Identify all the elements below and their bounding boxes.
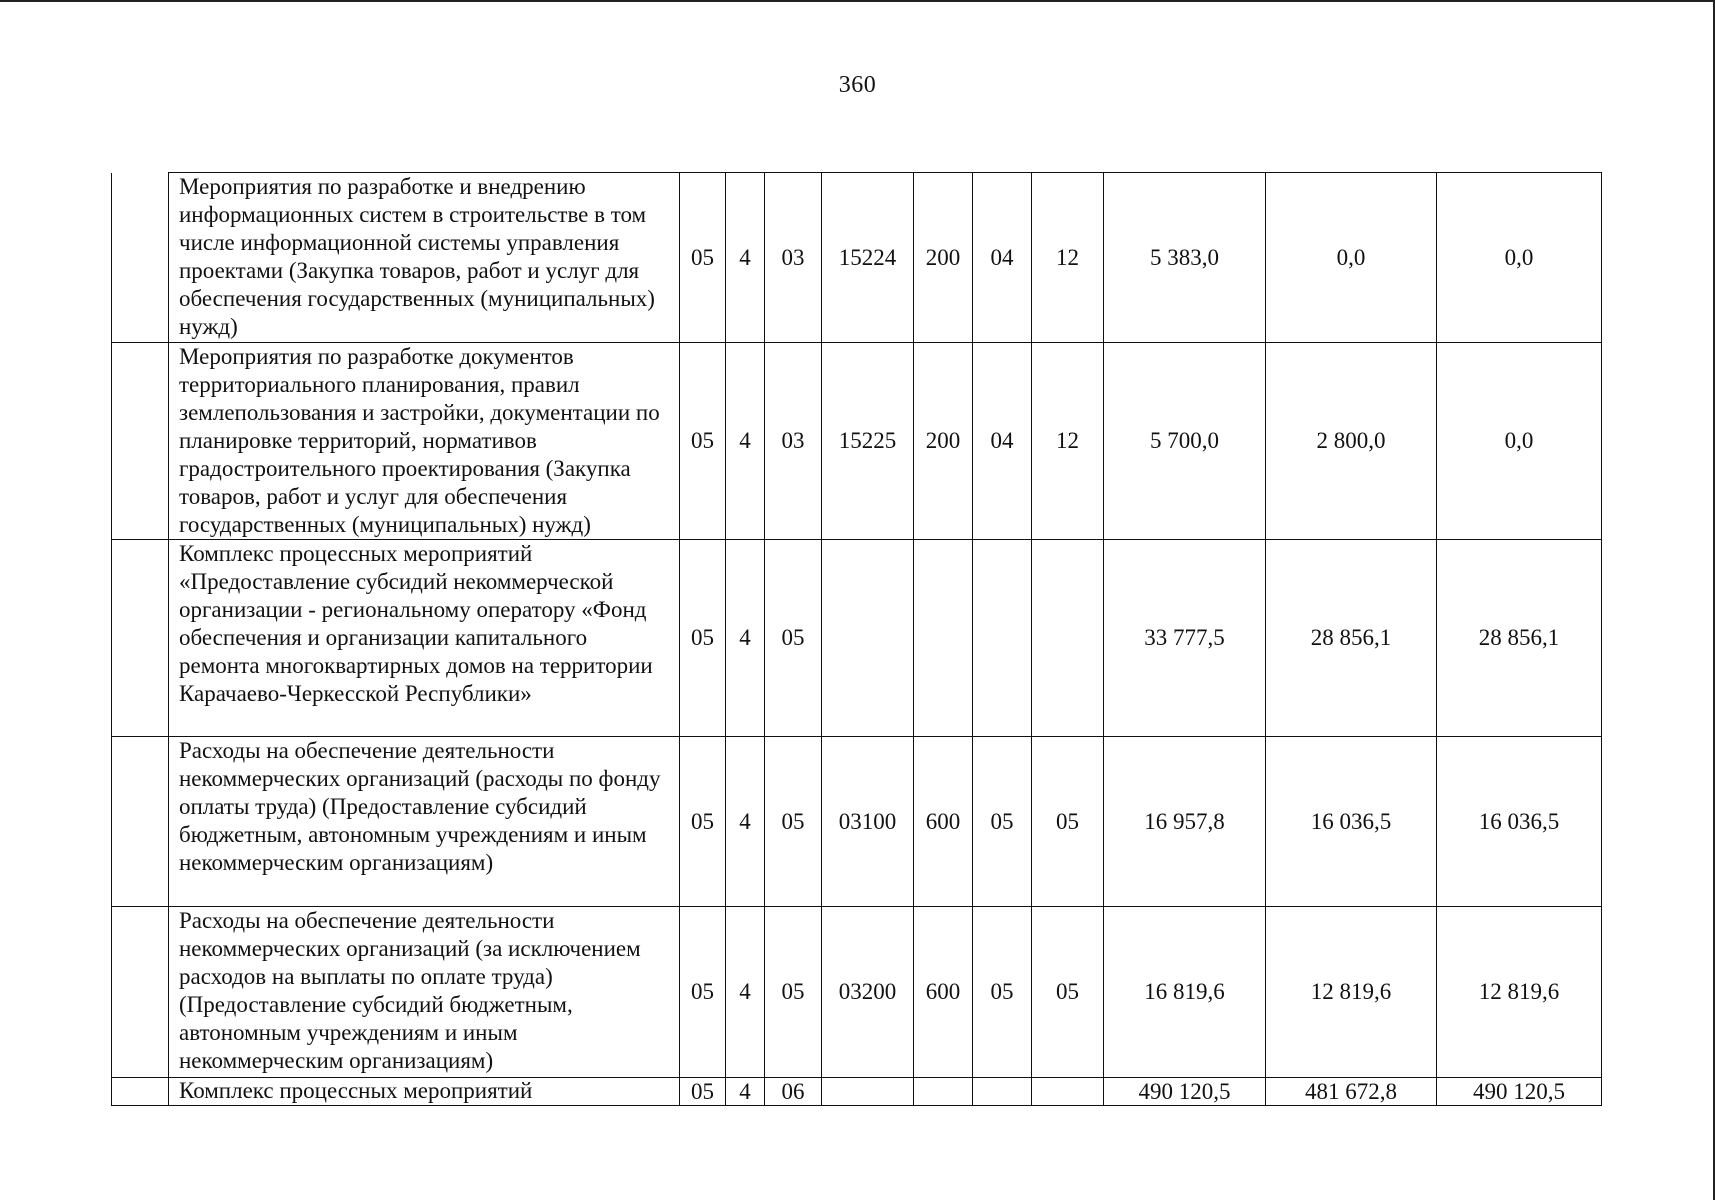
amount-year-2: 2 800,0: [1266, 343, 1437, 540]
code-subdivision: 12: [1032, 173, 1104, 343]
row-index-cell: [112, 540, 169, 737]
row-description: Комплекс процессных мероприятий: [169, 1078, 680, 1106]
table-row: [112, 737, 1602, 907]
code-expense-type: 200: [914, 343, 973, 540]
scan-top-edge: [0, 0, 1715, 2]
amount-year-1: 16 819,6: [1104, 907, 1266, 1078]
row-index-cell: [112, 1078, 169, 1106]
amount-year-3: 16 036,5: [1437, 737, 1602, 907]
amount-year-3: 490 120,5: [1437, 1078, 1602, 1106]
code-subdivision: [1032, 1078, 1104, 1106]
code-division: 05: [973, 737, 1032, 907]
table-row: [112, 343, 1602, 540]
amount-year-2: 0,0: [1266, 173, 1437, 343]
code-program: 4: [726, 173, 765, 343]
amount-year-1: 490 120,5: [1104, 1078, 1266, 1106]
code-section: 05: [680, 540, 726, 737]
code-direction: [822, 540, 914, 737]
row-index-cell: [112, 343, 169, 540]
code-expense-type: 600: [914, 907, 973, 1078]
code-subprogram: 05: [765, 737, 822, 907]
amount-year-1: 33 777,5: [1104, 540, 1266, 737]
amount-year-2: 16 036,5: [1266, 737, 1437, 907]
code-subprogram: 05: [765, 540, 822, 737]
code-subprogram: 06: [765, 1078, 822, 1106]
code-section: 05: [680, 343, 726, 540]
code-division: [973, 540, 1032, 737]
row-description: Расходы на обеспечение деятельности некоммерческих организаций (за исключением расходов на выплаты по оплате труда) (Предоставление субсидий бюджетным, автономным учреждениям и иным некоммерческим организациям): [169, 907, 680, 1078]
code-section: 05: [680, 737, 726, 907]
row-description: Комплекс процессных мероприятий «Предоставление субсидий некоммерческой организации - региональному оператору «Фонд обеспечения и организации капитального ремонта многоквартирных домов на территории Карачаево-Черкесской Республики»: [169, 540, 680, 737]
amount-year-1: 5 700,0: [1104, 343, 1266, 540]
row-description: Мероприятия по разработке и внедрению информационных систем в строительстве в том числе информационной системы управления проектами (Закупка товаров, работ и услуг для обеспечения государственных (муниципальных) нужд): [169, 173, 680, 343]
code-direction: 15225: [822, 343, 914, 540]
row-description: Расходы на обеспечение деятельности некоммерческих организаций (расходы по фонду оплаты труда) (Предоставление субсидий бюджетным, автономным учреждениям и иным некоммерческим организациям): [169, 737, 680, 907]
amount-year-2: 481 672,8: [1266, 1078, 1437, 1106]
code-program: 4: [726, 1078, 765, 1106]
code-expense-type: [914, 540, 973, 737]
code-subprogram: 05: [765, 907, 822, 1078]
code-division: 04: [973, 173, 1032, 343]
code-expense-type: 200: [914, 173, 973, 343]
table-row: [112, 1078, 1602, 1106]
code-section: 05: [680, 173, 726, 343]
table-row: [112, 540, 1602, 737]
row-index-cell: [112, 173, 169, 343]
amount-year-1: 16 957,8: [1104, 737, 1266, 907]
code-subdivision: 05: [1032, 737, 1104, 907]
code-direction: 15224: [822, 173, 914, 343]
amount-year-1: 5 383,0: [1104, 173, 1266, 343]
code-program: 4: [726, 907, 765, 1078]
code-division: [973, 1078, 1032, 1106]
code-expense-type: [914, 1078, 973, 1106]
code-subdivision: [1032, 540, 1104, 737]
budget-table: [111, 172, 1602, 1106]
table-row: [112, 907, 1602, 1078]
code-program: 4: [726, 540, 765, 737]
amount-year-3: 0,0: [1437, 343, 1602, 540]
row-index-cell: [112, 737, 169, 907]
code-section: 05: [680, 1078, 726, 1106]
row-description: Мероприятия по разработке документов территориального планирования, правил землепользования и застройки, документации по планировке территорий, нормативов градостроительного проектирования (Закупка товаров, работ и услуг для обеспечения государственных (муниципальных) нужд): [169, 343, 680, 540]
code-direction: 03200: [822, 907, 914, 1078]
amount-year-3: 12 819,6: [1437, 907, 1602, 1078]
code-subdivision: 12: [1032, 343, 1104, 540]
page-number: 360: [838, 72, 877, 98]
code-division: 05: [973, 907, 1032, 1078]
amount-year-3: 28 856,1: [1437, 540, 1602, 737]
code-program: 4: [726, 343, 765, 540]
code-subdivision: 05: [1032, 907, 1104, 1078]
code-direction: [822, 1078, 914, 1106]
code-program: 4: [726, 737, 765, 907]
code-subprogram: 03: [765, 343, 822, 540]
amount-year-3: 0,0: [1437, 173, 1602, 343]
code-subprogram: 03: [765, 173, 822, 343]
amount-year-2: 28 856,1: [1266, 540, 1437, 737]
code-section: 05: [680, 907, 726, 1078]
code-direction: 03100: [822, 737, 914, 907]
row-index-cell: [112, 907, 169, 1078]
code-division: 04: [973, 343, 1032, 540]
amount-year-2: 12 819,6: [1266, 907, 1437, 1078]
table-row: [112, 173, 1602, 343]
code-expense-type: 600: [914, 737, 973, 907]
